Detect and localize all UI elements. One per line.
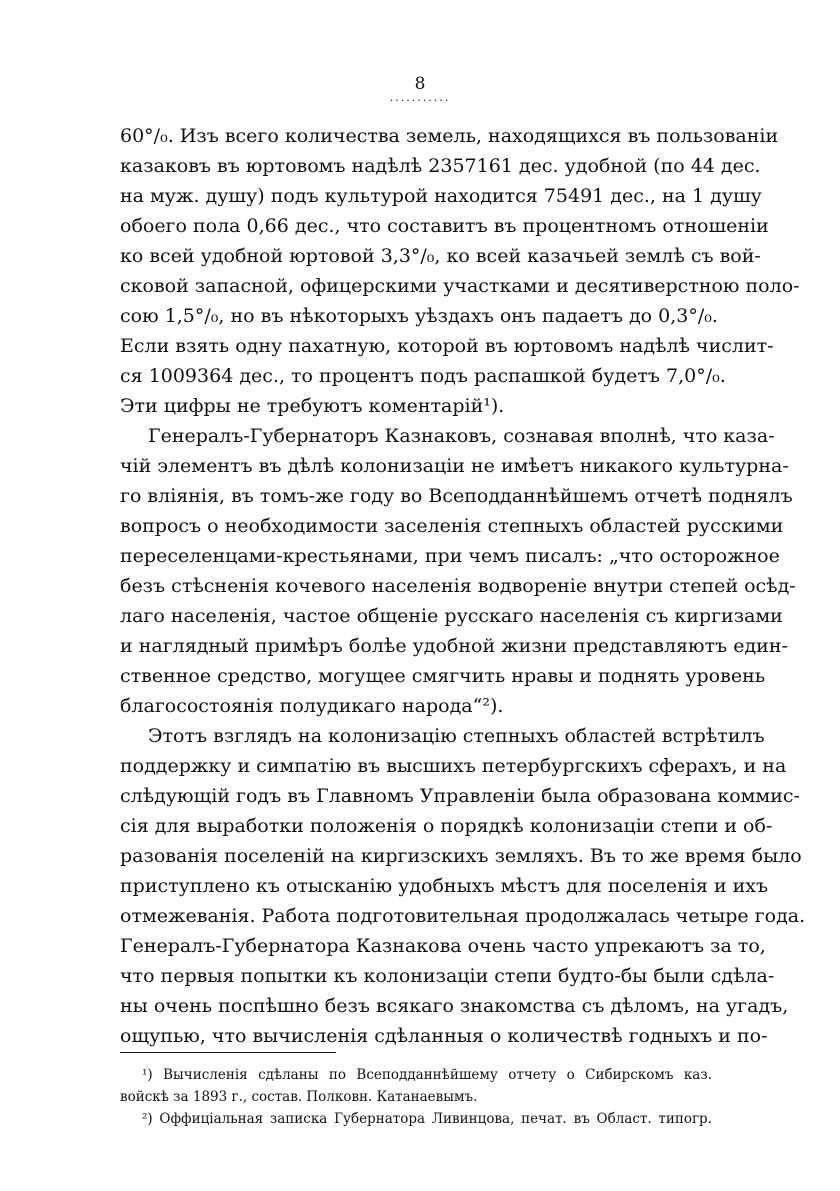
body-line: сковой запасной, офицерскими участками и десятиверстною поло- xyxy=(120,275,800,297)
footnote-line: ²) Оффиціальная записка Губернатора Ливинцова, печат. въ Област. типогр. xyxy=(142,1111,712,1127)
body-line: обоего пола 0,66 дес., что составитъ въ процентномъ отношеніи xyxy=(120,215,769,237)
body-line: чій элементъ въ дѣлѣ колонизаціи не имѣетъ никакого культурна- xyxy=(120,455,789,477)
body-line: и наглядный примѣръ болѣе удобной жизни представляютъ един- xyxy=(120,635,788,657)
body-line: ко всей удобной юртовой 3,3°/₀, ко всей казачьей землѣ съ вой- xyxy=(120,245,761,267)
body-line: безъ стѣсненія кочевого населенія водвореніе внутри степей осѣд- xyxy=(120,575,796,597)
footnote-line: войскѣ за 1893 г., состав. Полковн. Катанаевымъ. xyxy=(120,1089,478,1105)
body-line: сою 1,5°/₀, но въ нѣкоторыхъ уѣздахъ онъ падаетъ до 0,3°/₀. xyxy=(120,305,718,327)
page-number: 8 xyxy=(414,74,426,94)
body-line: Генералъ-Губернатора Казнакова очень часто упрекаютъ за то, xyxy=(120,935,766,957)
body-line: 60°/₀. Изъ всего количества земель, находящихся въ пользованіи xyxy=(120,125,779,147)
body-line: отмежеванія. Работа подготовительная продолжалась четыре года. xyxy=(120,905,806,927)
body-line: благосостоянія полудикаго народа“²). xyxy=(120,695,504,717)
body-line: слѣдующій годъ въ Главномъ Управленіи была образована коммис- xyxy=(120,785,800,807)
body-line: ственное средство, могущее смягчить нравы и поднять уровень xyxy=(120,665,766,687)
body-line: Этотъ взглядъ на колонизацію степныхъ областей встрѣтилъ xyxy=(148,725,765,747)
body-line: ся 1009364 дес., то процентъ подъ распашкой будетъ 7,0°/₀. xyxy=(120,365,726,387)
footnote-divider xyxy=(120,1052,336,1053)
body-line: лаго населенія, частое общеніе русскаго населенія съ киргизами xyxy=(120,605,783,627)
page-number-ornament: ........... xyxy=(389,91,451,104)
body-line: переселенцами-крестьянами, при чемъ писалъ: „что осторожное xyxy=(120,545,780,567)
body-line: ны очень поспѣшно безъ всякаго знакомства съ дѣломъ, на угадъ, xyxy=(120,995,789,1017)
body-line: вопросъ о необходимости заселенія степныхъ областей русскими xyxy=(120,515,784,537)
body-line: сія для выработки положенія о порядкѣ колонизаціи степи и об- xyxy=(120,815,773,837)
body-line: ощупью, что вычисленія сдѣланныя о количествѣ годныхъ и по- xyxy=(120,1025,768,1047)
body-line: казаковъ въ юртовомъ надѣлѣ 2357161 дес. удобной (по 44 дес. xyxy=(120,155,761,177)
body-line: го вліянія, въ томъ-же году во Всеподданнѣйшемъ отчетѣ поднялъ xyxy=(120,485,793,507)
body-line: разованія поселеній на киргизскихъ земляхъ. Въ то же время было xyxy=(120,845,802,867)
body-line: на муж. душу) подъ культурой находится 75491 дес., на 1 душу xyxy=(120,185,762,207)
body-line: Если взять одну пахатную, которой въ юртовомъ надѣлѣ числит- xyxy=(120,335,774,357)
footnote-line: ¹) Вычисленія сдѣланы по Всеподданнѣйшему отчету о Сибирскомъ каз. xyxy=(142,1067,712,1083)
body-line: поддержку и симпатію въ высшихъ петербургскихъ сферахъ, и на xyxy=(120,755,787,777)
body-line: что первыя попытки къ колонизаціи степи будто-бы были сдѣла- xyxy=(120,965,775,987)
body-line: Эти цифры не требуютъ коментарій¹). xyxy=(120,395,505,417)
body-line: приступлено къ отысканію удобныхъ мѣстъ для поселенія и ихъ xyxy=(120,875,769,897)
body-line: Генералъ-Губернаторъ Казнаковъ, сознавая вполнѣ, что каза- xyxy=(148,425,775,447)
